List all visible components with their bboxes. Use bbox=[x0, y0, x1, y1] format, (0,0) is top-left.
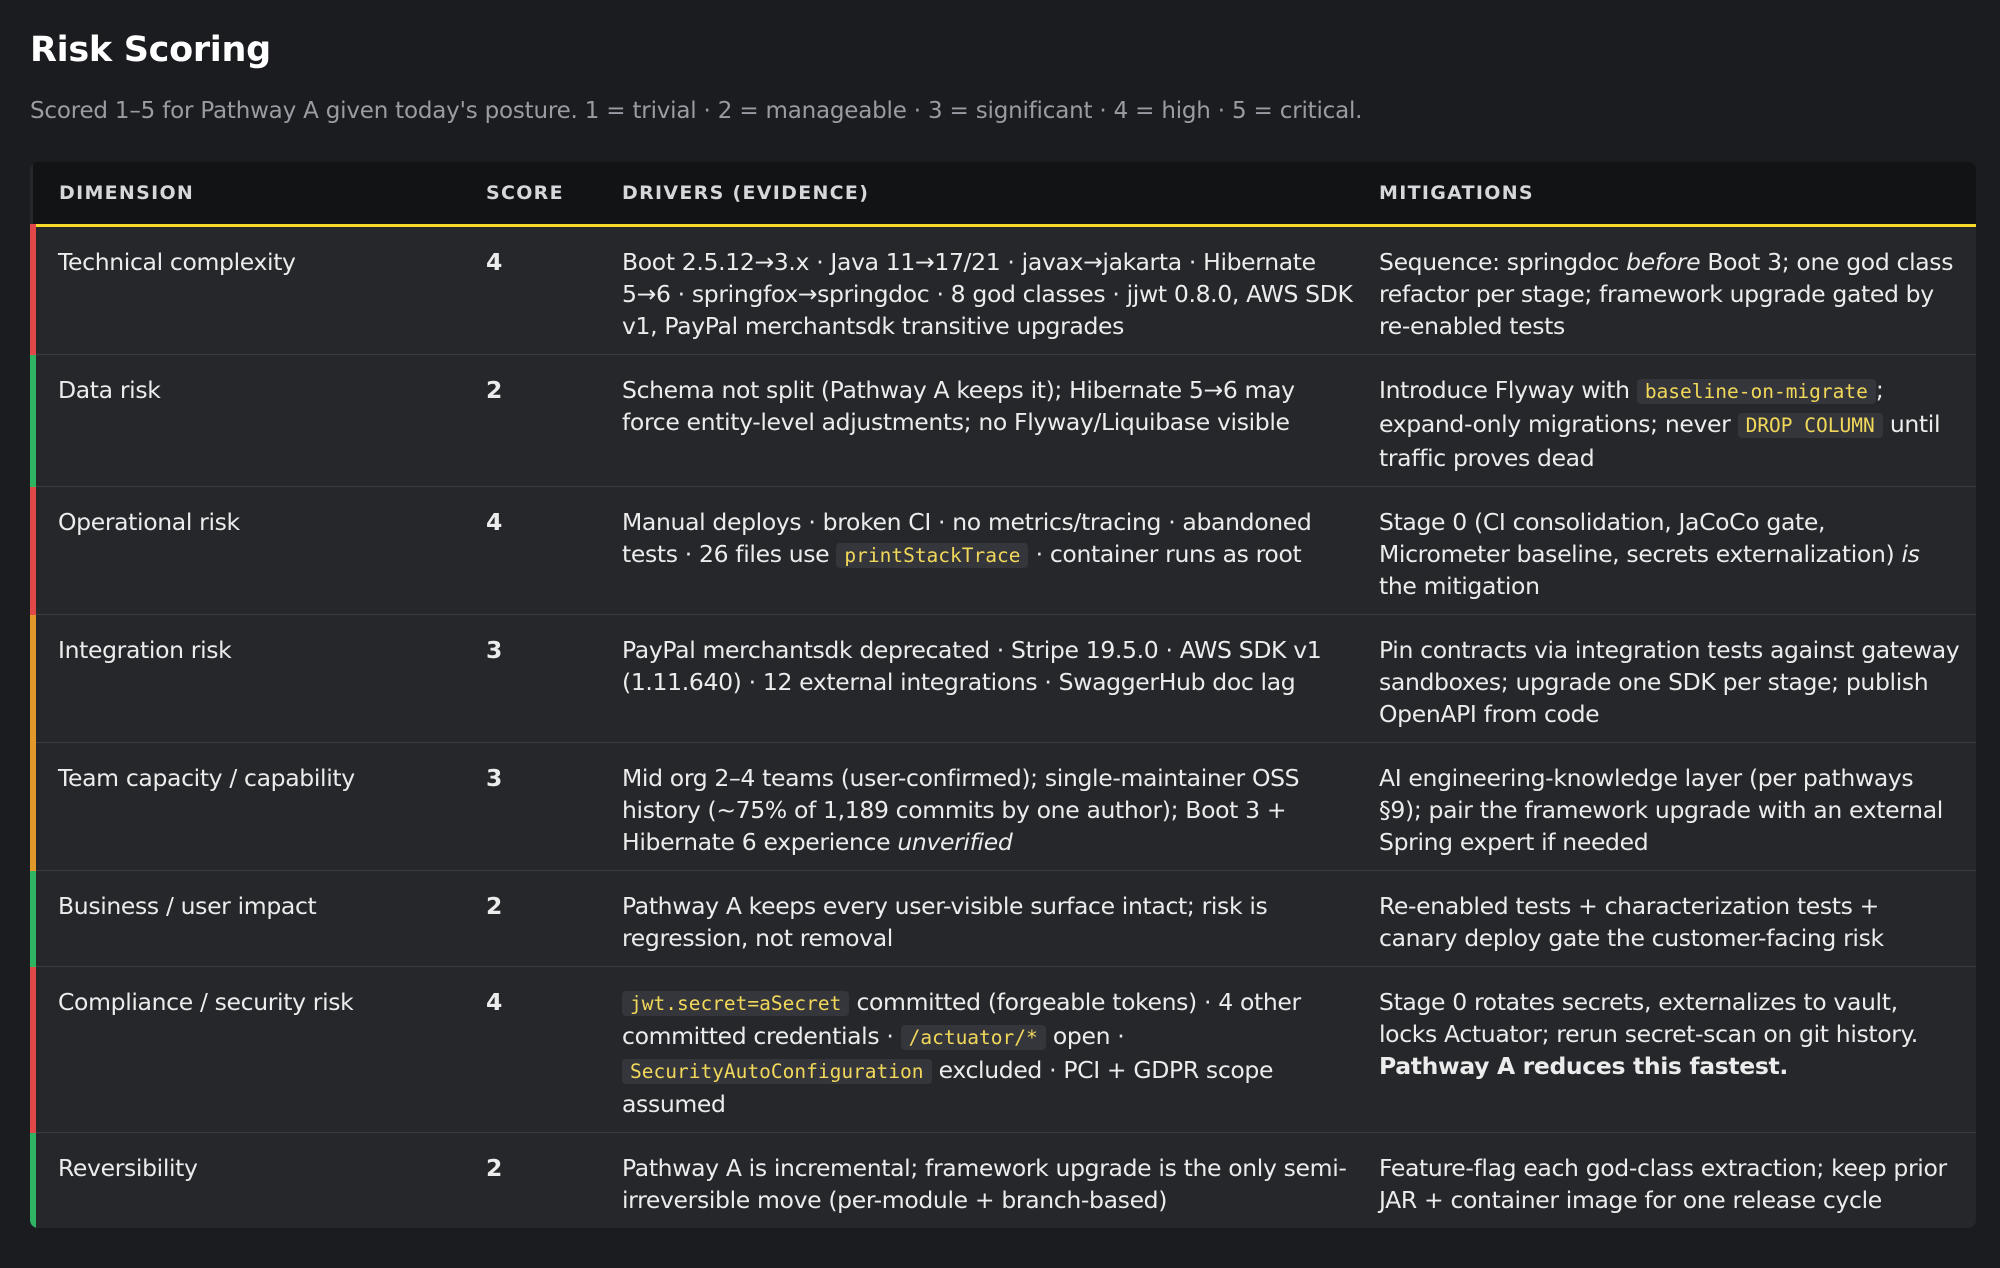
dimension-cell: Technical complexity bbox=[33, 226, 486, 355]
dimension-cell: Reversibility bbox=[33, 1133, 486, 1229]
dimension-cell: Compliance / security risk bbox=[33, 967, 486, 1133]
driver-text: open · bbox=[1045, 1022, 1125, 1050]
mitigations-cell bbox=[1379, 967, 1976, 1133]
mitigation-text: Boot 3; one god class refactor per stage; framework upgrade gated by re-enabled tests bbox=[1379, 248, 1954, 340]
drivers-cell: PayPal merchantsdk deprecated · Stripe 19.5.0 · AWS SDK v1 (1.11.640) · 12 external integrations · SwaggerHub doc lag bbox=[622, 615, 1379, 743]
mitigation-text: Sequence: springdoc bbox=[1379, 248, 1627, 276]
dimension-cell: Operational risk bbox=[33, 487, 486, 615]
mitigation-text: Stage 0 (CI consolidation, JaCoCo gate, Micrometer baseline, secrets externalization) bbox=[1379, 508, 1902, 568]
driver-text: excluded · PCI + GDPR scope assumed bbox=[622, 1056, 1274, 1118]
table-row bbox=[33, 355, 1976, 487]
drivers-cell bbox=[622, 743, 1379, 871]
column-header-drivers: DRIVERS (EVIDENCE) bbox=[622, 162, 1379, 226]
header-row bbox=[33, 162, 1976, 226]
mitigation-text: Introduce Flyway with bbox=[1379, 376, 1637, 404]
score-cell: 2 bbox=[486, 871, 622, 967]
mitigations-cell: Re-enabled tests + characterization tests + canary deploy gate the customer-facing risk bbox=[1379, 871, 1976, 967]
table-row bbox=[33, 743, 1976, 871]
mitigation-emphasis: is bbox=[1901, 540, 1920, 568]
score-cell: 4 bbox=[486, 226, 622, 355]
table-row bbox=[33, 615, 1976, 743]
score-cell: 4 bbox=[486, 487, 622, 615]
driver-text: · container runs as root bbox=[1028, 540, 1302, 568]
mitigations-cell: Feature-flag each god-class extraction; keep prior JAR + container image for one release cycle bbox=[1379, 1154, 1947, 1214]
drivers-cell: Pathway A keeps every user-visible surface intact; risk is regression, not removal bbox=[622, 871, 1379, 967]
inline-code: SecurityAutoConfiguration bbox=[622, 1059, 932, 1084]
score-cell: 2 bbox=[486, 1154, 503, 1182]
driver-text: Mid org 2–4 teams (user-confirmed); single-maintainer OSS history (~75% of 1,189 commits by one author); Boot 3 + Hibernate 6 experience bbox=[622, 764, 1300, 856]
inline-code: jwt.secret=aSecret bbox=[622, 991, 849, 1016]
drivers-cell: Boot 2.5.12→3.x · Java 11→17/21 · javax→jakarta · Hibernate 5→6 · springfox→springdoc · 8 god classes · jjwt 0.8.0, AWS SDK v1, PayPal merchantsdk transitive upgrades bbox=[622, 226, 1379, 355]
drivers-cell bbox=[622, 487, 1379, 615]
mitigations-cell: Pin contracts via integration tests against gateway sandboxes; upgrade one SDK per stage; publish OpenAPI from code bbox=[1379, 615, 1976, 743]
page-subtitle: Scored 1–5 for Pathway A given today's posture. 1 = trivial · 2 = manageable · 3 = significant · 4 = high · 5 = critical. bbox=[30, 98, 1363, 124]
mitigation-text: Stage 0 rotates secrets, externalizes to vault, locks Actuator; rerun secret-scan on git history. bbox=[1379, 988, 1918, 1048]
mitigation-emphasis: before bbox=[1626, 248, 1701, 276]
table-row bbox=[33, 1133, 1976, 1229]
column-header-score: SCORE bbox=[486, 162, 622, 226]
dimension-cell: Data risk bbox=[33, 355, 486, 487]
mitigations-cell: AI engineering-knowledge layer (per pathways §9); pair the framework upgrade with an external Spring expert if needed bbox=[1379, 743, 1976, 871]
inline-code: /actuator/* bbox=[901, 1025, 1046, 1050]
driver-emphasis: unverified bbox=[897, 828, 1013, 856]
score-cell: 3 bbox=[486, 615, 622, 743]
column-header-mitigations: MITIGATIONS bbox=[1379, 162, 1976, 226]
inline-code: DROP COLUMN bbox=[1738, 413, 1883, 438]
dimension-cell: Business / user impact bbox=[33, 871, 486, 967]
mitigation-text: until traffic proves dead bbox=[1379, 410, 1941, 472]
driver-text: committed (forgeable tokens) · 4 other committed credentials · bbox=[622, 988, 1301, 1050]
table-row bbox=[33, 487, 1976, 615]
table-row bbox=[33, 871, 1976, 967]
table-header bbox=[33, 162, 1976, 226]
score-cell: 4 bbox=[486, 967, 622, 1133]
table-row bbox=[33, 226, 1976, 355]
dimension-cell: Integration risk bbox=[33, 615, 486, 743]
score-cell: 3 bbox=[486, 743, 622, 871]
risk-table-container bbox=[30, 162, 1976, 1228]
mitigations-cell bbox=[1379, 226, 1976, 355]
mitigation-text: ; expand-only migrations; never bbox=[1379, 376, 1884, 438]
dimension-cell: Team capacity / capability bbox=[33, 743, 486, 871]
drivers-cell: Schema not split (Pathway A keeps it); Hibernate 5→6 may force entity-level adjustments; no Flyway/Liquibase visible bbox=[622, 355, 1379, 487]
inline-code: printStackTrace bbox=[836, 543, 1028, 568]
page-title: Risk Scoring bbox=[30, 30, 271, 70]
table-body bbox=[33, 226, 1976, 1229]
inline-code: baseline-on-migrate bbox=[1637, 379, 1876, 404]
mitigation-text: the mitigation bbox=[1379, 572, 1540, 600]
risk-table bbox=[30, 162, 1976, 1228]
column-header-dimension: DIMENSION bbox=[33, 162, 486, 226]
mitigations-cell bbox=[1379, 355, 1976, 487]
drivers-cell bbox=[622, 967, 1379, 1133]
table-row bbox=[33, 967, 1976, 1133]
mitigations-cell bbox=[1379, 487, 1976, 615]
mitigation-strong: Pathway A reduces this fastest. bbox=[1379, 1052, 1788, 1080]
drivers-cell: Pathway A is incremental; framework upgrade is the only semi-irreversible move (per-module + branch-based) bbox=[622, 1154, 1347, 1214]
driver-text: Manual deploys · broken CI · no metrics/tracing · abandoned tests · 26 files use bbox=[622, 508, 1312, 568]
score-cell: 2 bbox=[486, 355, 622, 487]
